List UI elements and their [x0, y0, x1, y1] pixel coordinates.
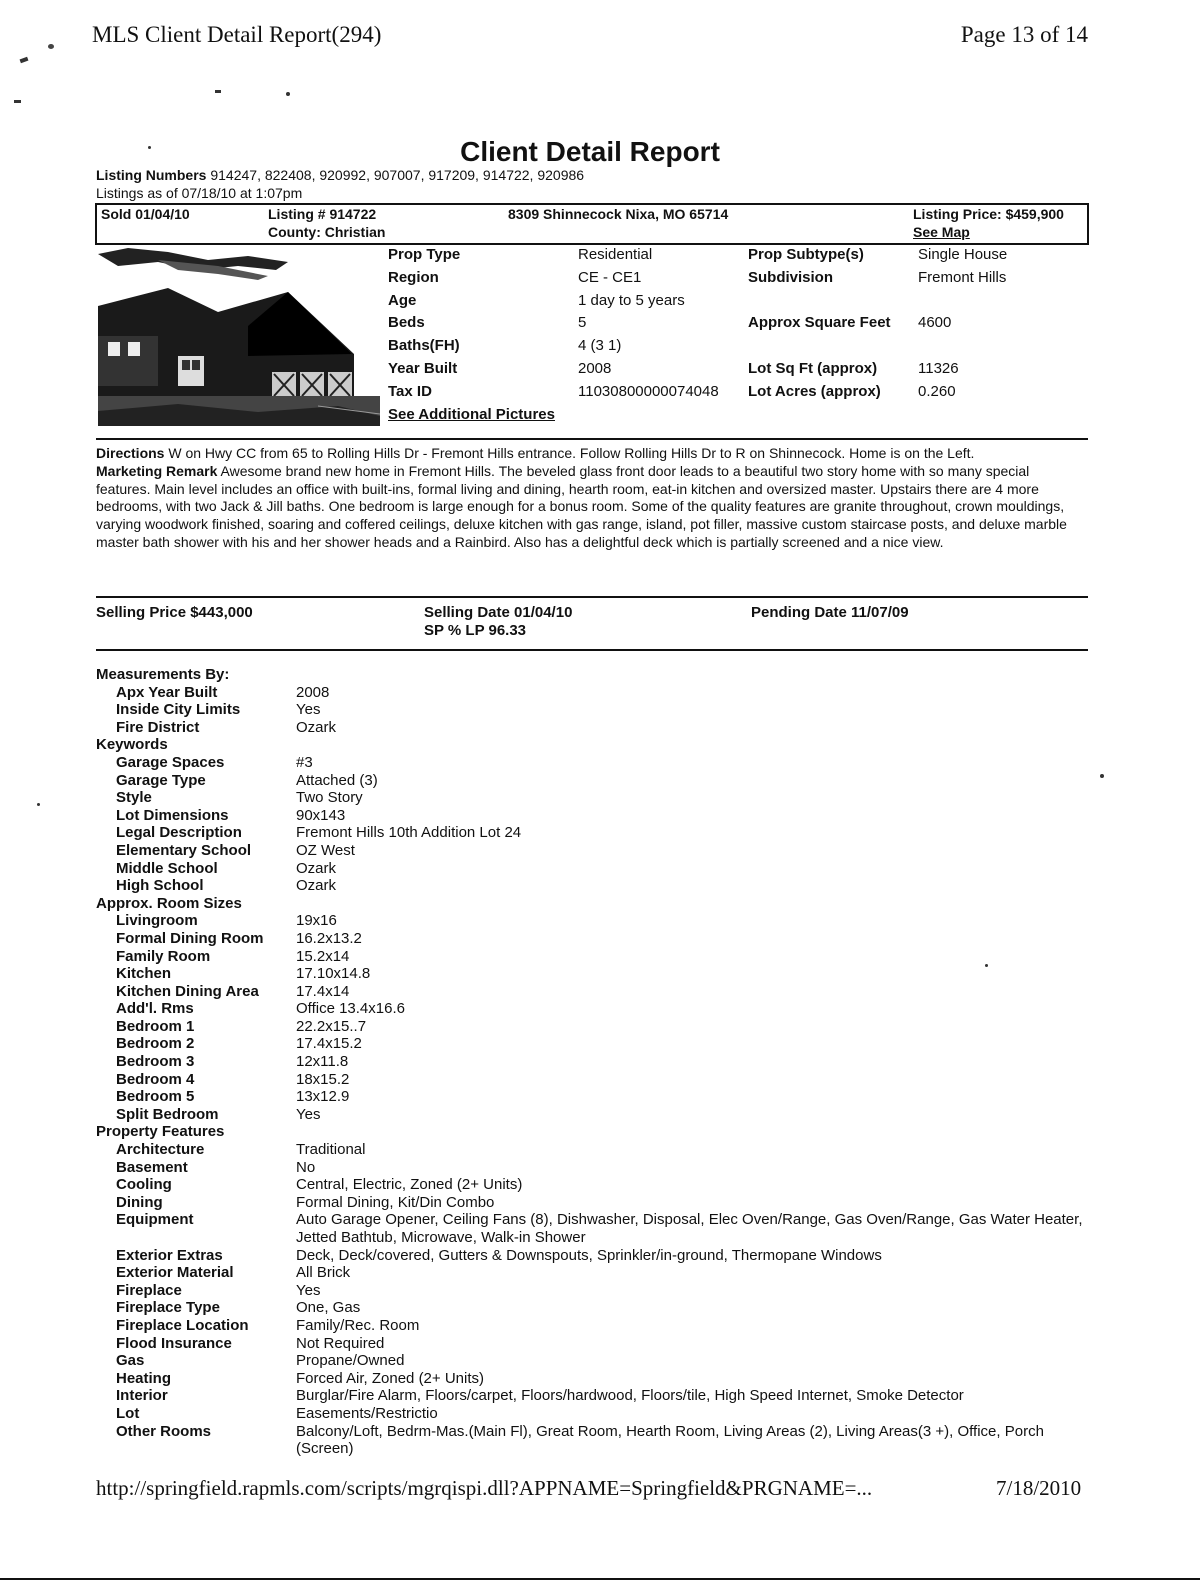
detail-label: Exterior Extras — [116, 1246, 223, 1264]
detail-value: Central, Electric, Zoned (2+ Units) — [296, 1176, 523, 1194]
details-row — [96, 789, 1096, 807]
remarks-block — [96, 445, 1071, 552]
fact-value: Fremont Hills — [918, 269, 1007, 286]
detail-label: Apx Year Built — [116, 683, 218, 701]
detail-value: OZ West — [296, 841, 355, 859]
details-row — [96, 1141, 1096, 1159]
detail-label: Bedroom 1 — [116, 1017, 195, 1035]
detail-label: Legal Description — [116, 824, 242, 842]
detail-label: Elementary School — [116, 841, 252, 859]
fact-label: Region — [388, 269, 439, 286]
detail-value: Formal Dining, Kit/Din Combo — [296, 1193, 495, 1211]
detail-label: Bedroom 2 — [116, 1035, 195, 1053]
detail-label: Kitchen Dining Area — [116, 982, 259, 1000]
section-title: Approx. Room Sizes — [96, 894, 242, 912]
details-row — [96, 1405, 1096, 1423]
footer-url: http://springfield.rapmls.com/scripts/mgrqispi.dll?APPNAME=Springfield&PRGNAME=... — [96, 1476, 873, 1500]
scan-speck — [1100, 774, 1104, 778]
detail-value: Yes — [296, 1281, 321, 1299]
details-row — [96, 877, 1096, 895]
detail-label: Cooling — [116, 1176, 172, 1194]
details-section-heading — [96, 1123, 1096, 1141]
detail-label: Dining — [116, 1193, 163, 1211]
marketing-label: Marketing Remark — [96, 462, 218, 479]
detail-label: Garage Type — [116, 771, 206, 789]
detail-label: Livingroom — [116, 912, 198, 930]
listing-number: Listing # 914722 — [268, 206, 377, 222]
divider — [96, 438, 1088, 440]
details-row — [96, 1053, 1096, 1071]
detail-label: Fireplace Location — [116, 1316, 249, 1334]
details-row — [96, 1387, 1096, 1405]
details-row — [96, 842, 1096, 860]
details-row — [96, 1088, 1096, 1106]
fact-value: Single House — [918, 246, 1008, 263]
report-header-title: MLS Client Detail Report(294) — [92, 22, 382, 47]
section-title: Property Features — [96, 1123, 225, 1141]
scan-speck — [14, 100, 21, 103]
detail-value: 90x143 — [296, 806, 346, 824]
scan-speck — [20, 57, 29, 63]
detail-value: Ozark — [296, 718, 337, 736]
section-title: Keywords — [96, 736, 168, 754]
details-row — [96, 772, 1096, 790]
scan-speck — [37, 803, 40, 806]
details-row — [96, 912, 1096, 930]
details-row — [96, 860, 1096, 878]
selling-date: Selling Date 01/04/10 — [424, 604, 573, 621]
fact-value: 4 (3 1) — [578, 337, 622, 354]
listing-price: Listing Price: $459,900 — [913, 206, 1064, 222]
detail-label: Garage Spaces — [116, 753, 225, 771]
directions-label: Directions — [96, 445, 165, 461]
detail-label: Exterior Material — [116, 1264, 234, 1282]
detail-value: Family/Rec. Room — [296, 1316, 420, 1334]
details-section-heading — [96, 666, 1096, 684]
fact-label: Beds — [388, 314, 425, 331]
section-title: Measurements By: — [96, 666, 230, 683]
fact-label: Prop Subtype(s) — [748, 246, 864, 263]
fact-label: Baths(FH) — [388, 337, 460, 354]
see-additional-pictures-link[interactable]: See Additional Pictures — [388, 406, 555, 423]
marketing-text: Awesome brand new home in Fremont Hills. The beveled glass front door leads to a beautiful two story home with so many special features. Main level includes an office with built-ins, formal living and dining, hearth room, eat-in kitchen and oversized master. Upstairs there are 4 more bedrooms, with two Jack & Jill baths. One bedroom is large enough for a bonus room. Some of the quality features are granite throughout, crown mouldings, varying woodwork finished, soaring and coffered ceilings, deluxe kitchen with gas range, island, pot filler, massive custom staircase posts, and deluxe marble master bath shower with his and her shower heads and a Rainbird. Also has a delightful deck which is partially screened and a nice view. — [96, 462, 1067, 550]
detail-value: One, Gas — [296, 1299, 361, 1317]
detail-value: Auto Garage Opener, Ceiling Fans (8), Dishwasher, Disposal, Elec Oven/Range, Gas Oven/Range, Gas Water Heater, Jetted Bathtub, Microwave, Walk-in Shower — [296, 1211, 1083, 1246]
fact-value: Residential — [578, 246, 653, 263]
details-row — [96, 930, 1096, 948]
detail-label: Fireplace Type — [116, 1299, 220, 1317]
scan-bottom-edge — [0, 1578, 1200, 1580]
detail-value: 17.4x15.2 — [296, 1035, 362, 1053]
details-row — [96, 948, 1096, 966]
detail-value: All Brick — [296, 1264, 351, 1282]
detail-value: Propane/Owned — [296, 1352, 405, 1370]
details-row — [96, 1282, 1096, 1300]
fact-label: Lot Acres (approx) — [748, 383, 881, 400]
property-address: 8309 Shinnecock Nixa, MO 65714 — [508, 206, 729, 222]
pending-date: Pending Date 11/07/09 — [751, 604, 909, 621]
details-row — [96, 1264, 1096, 1282]
detail-value: Fremont Hills 10th Addition Lot 24 — [296, 824, 522, 842]
detail-label: Equipment — [116, 1211, 194, 1229]
detail-value: 2008 — [296, 683, 330, 701]
detail-label: Kitchen — [116, 965, 172, 983]
detail-label: Inside City Limits — [116, 701, 241, 719]
detail-value: Burglar/Fire Alarm, Floors/carpet, Floors/hardwood, Floors/tile, High Speed Internet, Smoke Detector — [296, 1387, 964, 1405]
detail-label: Family Room — [116, 947, 211, 965]
detail-label: Bedroom 5 — [116, 1088, 195, 1106]
details-row — [96, 1317, 1096, 1335]
detail-label: Gas — [116, 1352, 145, 1370]
detail-value: Two Story — [296, 789, 363, 807]
detail-label: Flood Insurance — [116, 1334, 232, 1352]
details-row — [96, 1335, 1096, 1353]
detail-label: Formal Dining Room — [116, 929, 264, 947]
fact-value: 5 — [578, 314, 587, 331]
detail-value: Balcony/Loft, Bedrm-Mas.(Main Fl), Great Room, Hearth Room, Living Areas (2), Living Areas(3 +), Office, Porch (Screen) — [296, 1422, 1044, 1458]
details-row — [96, 1247, 1096, 1265]
details-section-heading — [96, 895, 1096, 913]
listings-as-of: Listings as of 07/18/10 at 1:07pm — [96, 185, 303, 201]
detail-value: No — [296, 1158, 316, 1176]
selling-price: Selling Price $443,000 — [96, 604, 253, 621]
fact-value: 11030800000074048 — [578, 383, 719, 400]
details-row — [96, 1370, 1096, 1388]
detail-value: Traditional — [296, 1141, 366, 1159]
scan-speck — [286, 92, 290, 96]
county: County: Christian — [268, 224, 386, 240]
listing-numbers-label: Listing Numbers — [96, 167, 207, 183]
detail-label: Add'l. Rms — [116, 1000, 194, 1018]
detail-value: Ozark — [296, 877, 337, 895]
details-row — [96, 1194, 1096, 1212]
detail-value: Attached (3) — [296, 771, 378, 789]
fact-value: 1 day to 5 years — [578, 292, 685, 309]
details-row — [96, 983, 1096, 1001]
detail-value: 15.2x14 — [296, 947, 350, 965]
page-number: Page 13 of 14 — [960, 22, 1088, 47]
detail-label: Interior — [116, 1387, 168, 1405]
directions-text: W on Hwy CC from 65 to Rolling Hills Dr - Fremont Hills entrance. Follow Rolling Hills Dr to R on Shinnecock. Home is on the Left. — [168, 445, 975, 461]
detail-label: Fire District — [116, 718, 200, 736]
detail-value: Not Required — [296, 1334, 385, 1352]
detail-value: #3 — [296, 753, 313, 771]
detail-value: Forced Air, Zoned (2+ Units) — [296, 1369, 484, 1387]
details-row — [96, 824, 1096, 842]
details-row — [96, 1035, 1096, 1053]
fact-label: Year Built — [388, 360, 458, 377]
detail-value: 16.2x13.2 — [296, 929, 362, 947]
sp-lp-ratio: SP % LP 96.33 — [424, 622, 527, 639]
fact-label: Lot Sq Ft (approx) — [748, 360, 878, 377]
fact-value: 11326 — [918, 360, 959, 377]
details-row — [96, 1000, 1096, 1018]
details-row — [96, 1159, 1096, 1177]
details-row — [96, 1299, 1096, 1317]
marketing-paragraph — [96, 463, 1071, 552]
detail-value: 22.2x15..7 — [296, 1017, 367, 1035]
detail-label: Fireplace — [116, 1281, 182, 1299]
details-row — [96, 1352, 1096, 1370]
details-row — [96, 701, 1096, 719]
divider — [96, 596, 1088, 598]
details-row — [96, 1071, 1096, 1089]
details-row — [96, 1176, 1096, 1194]
fact-value: 4600 — [918, 314, 952, 331]
detail-value: Ozark — [296, 859, 337, 877]
detail-label: Other Rooms — [116, 1422, 212, 1440]
details-section-heading — [96, 736, 1096, 754]
detail-value: 18x15.2 — [296, 1070, 350, 1088]
report-title: Client Detail Report — [460, 136, 720, 167]
detail-label: Lot Dimensions — [116, 806, 229, 824]
detail-value: 19x16 — [296, 912, 337, 930]
detail-value: Office 13.4x16.6 — [296, 1000, 405, 1018]
details-row — [96, 1211, 1096, 1246]
fact-value: CE - CE1 — [578, 269, 642, 286]
divider — [96, 649, 1088, 651]
see-map-link[interactable]: See Map — [913, 224, 970, 240]
detail-label: Lot — [116, 1404, 140, 1422]
details-row — [96, 754, 1096, 772]
detail-label: Basement — [116, 1158, 188, 1176]
details-row — [96, 684, 1096, 702]
detail-label: Style — [116, 789, 152, 807]
detail-value: Easements/Restrictio — [296, 1404, 438, 1422]
scan-speck — [215, 90, 221, 93]
listing-numbers: 914247, 822408, 920992, 907007, 917209, 914722, 920986 — [210, 167, 585, 183]
detail-label: High School — [116, 877, 204, 895]
detail-label: Bedroom 4 — [116, 1070, 195, 1088]
sold-date: Sold 01/04/10 — [101, 206, 190, 222]
detail-label: Middle School — [116, 859, 218, 877]
fact-label: Tax ID — [388, 383, 432, 400]
details-row — [96, 807, 1096, 825]
directions-paragraph — [96, 445, 1071, 463]
footer-date: 7/18/2010 — [996, 1476, 1082, 1500]
fact-label: Age — [388, 292, 417, 309]
detail-value: 17.4x14 — [296, 982, 350, 1000]
detail-label: Heating — [116, 1369, 172, 1387]
detail-label: Bedroom 3 — [116, 1053, 195, 1071]
fact-label: Subdivision — [748, 269, 834, 286]
detail-value: 13x12.9 — [296, 1088, 350, 1106]
details-row — [96, 1106, 1096, 1124]
details-row — [96, 965, 1096, 983]
fact-label: Approx Square Feet — [748, 314, 891, 331]
detail-label: Split Bedroom — [116, 1105, 219, 1123]
detail-value: Yes — [296, 701, 321, 719]
detail-value: Deck, Deck/covered, Gutters & Downspouts, Sprinkler/in-ground, Thermopane Windows — [296, 1246, 882, 1264]
detail-value: 12x11.8 — [296, 1053, 349, 1071]
details-row — [96, 1018, 1096, 1036]
scan-speck — [48, 44, 54, 49]
detail-value: Yes — [296, 1105, 321, 1123]
fact-value: 0.260 — [918, 383, 956, 400]
detail-label: Architecture — [116, 1141, 205, 1159]
fact-label: Prop Type — [388, 246, 461, 263]
property-photo[interactable] — [98, 246, 380, 426]
fact-value: 2008 — [578, 360, 612, 377]
details-row — [96, 1423, 1096, 1458]
property-details-list — [96, 666, 1096, 1458]
detail-value: 17.10x14.8 — [296, 965, 371, 983]
details-row — [96, 719, 1096, 737]
